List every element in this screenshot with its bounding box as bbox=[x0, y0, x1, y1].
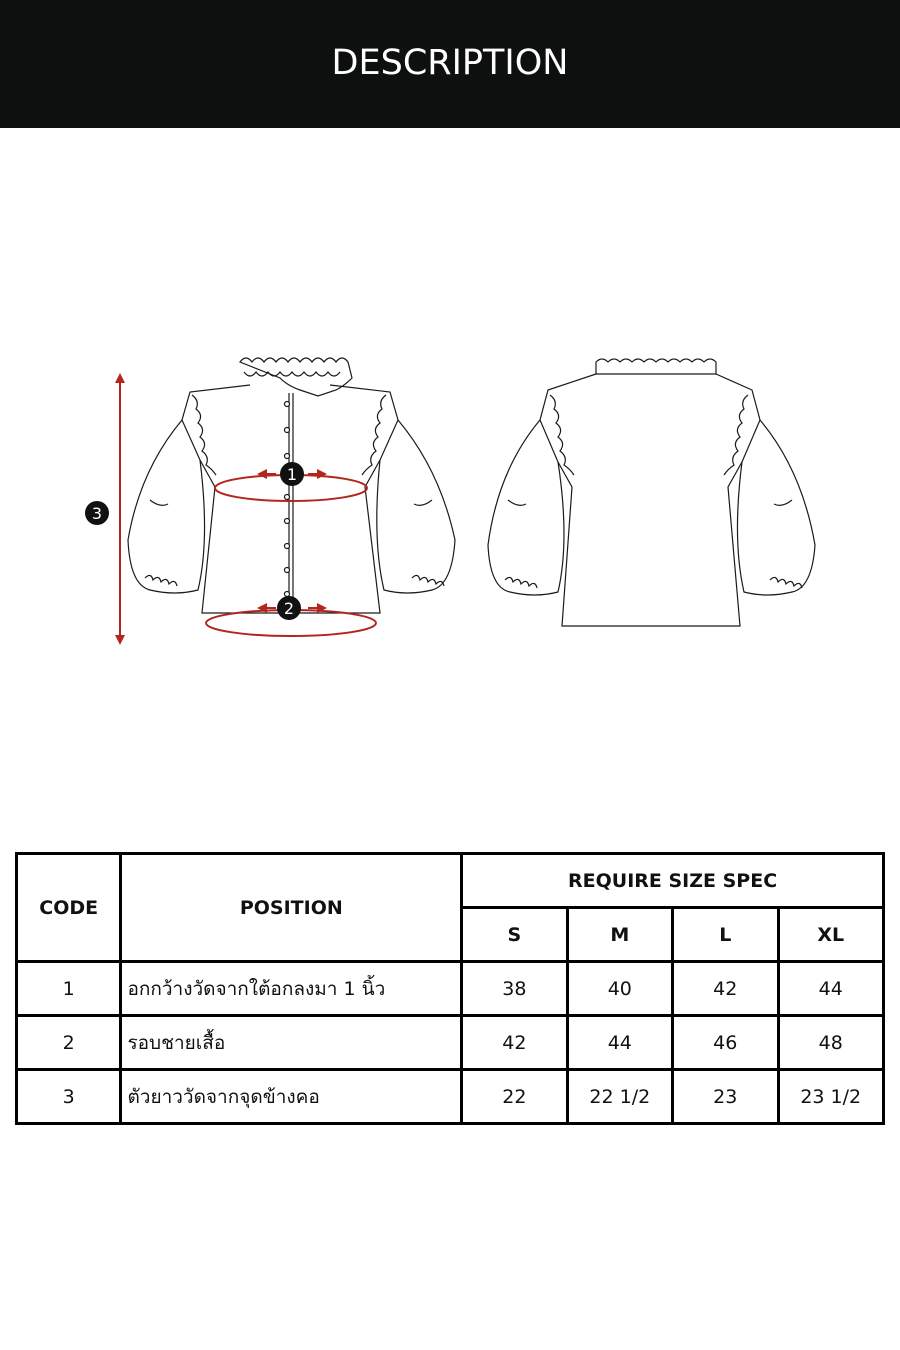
row-value-xl: 48 bbox=[778, 1016, 884, 1070]
row-value-s: 42 bbox=[462, 1016, 567, 1070]
header-require-size-spec: REQUIRE SIZE SPEC bbox=[462, 854, 884, 908]
back-view-drawing bbox=[488, 359, 815, 626]
row-position: อกกว้างวัดจากใต้อกลงมา 1 นิ้ว bbox=[121, 962, 462, 1016]
row-value-m: 22 1/2 bbox=[567, 1070, 672, 1124]
header-size-xl: XL bbox=[778, 908, 884, 962]
header-bar bbox=[0, 0, 900, 128]
row-position: รอบชายเสื้อ bbox=[121, 1016, 462, 1070]
header-size-m: M bbox=[567, 908, 672, 962]
measurement-overlays bbox=[120, 378, 376, 640]
row-code: 3 bbox=[17, 1070, 121, 1124]
marker-2 bbox=[277, 596, 301, 620]
garment-illustration bbox=[0, 340, 900, 660]
header-size-s: S bbox=[462, 908, 567, 962]
row-code: 1 bbox=[17, 962, 121, 1016]
table-row bbox=[17, 1016, 884, 1070]
marker-1 bbox=[280, 462, 304, 486]
row-value-m: 44 bbox=[567, 1016, 672, 1070]
table-row bbox=[17, 1070, 884, 1124]
row-value-l: 23 bbox=[673, 1070, 778, 1124]
header-size-l: L bbox=[673, 908, 778, 962]
row-value-s: 22 bbox=[462, 1070, 567, 1124]
row-position: ตัวยาววัดจากจุดข้างคอ bbox=[121, 1070, 462, 1124]
page-title: DESCRIPTION bbox=[331, 43, 569, 83]
svg-text:1: 1 bbox=[286, 465, 298, 484]
marker-3 bbox=[85, 501, 109, 525]
header-code: CODE bbox=[17, 854, 121, 962]
row-value-m: 40 bbox=[567, 962, 672, 1016]
row-value-xl: 44 bbox=[778, 962, 884, 1016]
row-value-l: 46 bbox=[673, 1016, 778, 1070]
header-position: POSITION bbox=[121, 854, 462, 962]
size-spec-table bbox=[15, 852, 885, 1125]
row-value-xl: 23 1/2 bbox=[778, 1070, 884, 1124]
svg-text:2: 2 bbox=[283, 599, 295, 618]
svg-text:3: 3 bbox=[91, 504, 103, 523]
row-value-l: 42 bbox=[673, 962, 778, 1016]
row-value-s: 38 bbox=[462, 962, 567, 1016]
table-row bbox=[17, 962, 884, 1016]
row-code: 2 bbox=[17, 1016, 121, 1070]
